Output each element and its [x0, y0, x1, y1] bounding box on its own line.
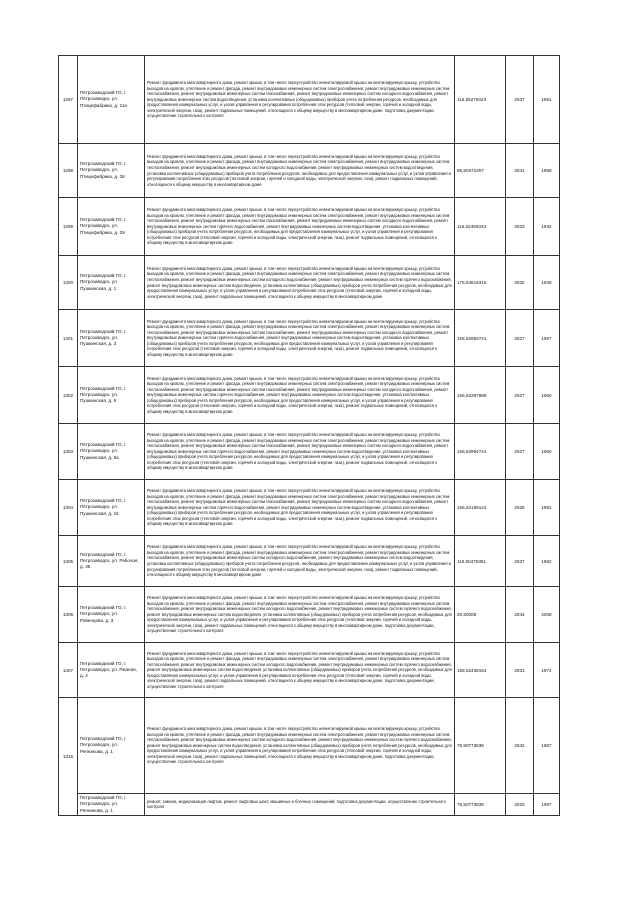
repair-works: Ремонт фундамента многоквартирного дома, ремонт крыши, в том числе переустройство невентилируемой крыши на вентилируемую крышу, устройство выходов на кровлю, утепление и ремонт фасада, ремонт внутридомовых инженерных систем электроснабжения, ремонт внутридомовых инженерных систем теплоснабжения, ремонт внутридомовых инженерных систем газоснабжения, ремонт внутридомовых инженерных систем холодного водоснабжения, ремонт внутридомовых инженерных систем горячего водоснабжения, ремонт внутридомовых инженерных систем водоотведения, установка коллективных (общедомовых) приборов учета потребления ресурсов, необходимых для предоставления коммунальных услуг, и узлов управления и регулирования потребления этих ресурсов (тепловой энергии, горячей и холодной воды, электрической энергии, газа), ремонт подвальных помещений, относящихся к общему имуществу в многоквартирном доме — [145, 198, 455, 256]
table-row — [59, 480, 560, 536]
table-row — [59, 536, 560, 587]
repair-works: Ремонт фундамента многоквартирного дома, ремонт крыши, в том числе переустройство невентилируемой крыши на вентилируемую крышу, устройство выходов на кровлю, утепление и ремонт фасада, ремонт внутридомовых инженерных систем электроснабжения, ремонт внутридомовых инженерных систем теплоснабжения, ремонт внутридомовых инженерных систем холодного водоснабжения, ремонт внутридомовых инженерных систем горячего водоснабжения, ремонт внутридомовых инженерных систем водоотведения, установка коллективных (общедомовых) приборов учета потребления ресурсов, необходимых для предоставления коммунальных услуг, и узлов управления и регулирования потребления этих ресурсов (тепловой энергии, горячей и холодной воды, электрической энергии, газа), ремонт подвальных помещений, относящихся к общему имуществу в многоквартирном доме, подготовка документации, осуществление строительного контроля — [145, 587, 455, 643]
building-address: Петрозаводский ГО, г. Петрозаводск, ул. Пушкинская, д. 5 — [78, 367, 145, 424]
table-row — [59, 424, 560, 480]
value-cell: 115,55279323 — [455, 56, 506, 144]
repair-works: ремонт, замена, модернизация лифтов, ремонт лифтовых шахт, машинных и блочных помещений, подготовка документации, осуществление строительного контроля — [145, 794, 455, 816]
built-year: 1960 — [534, 367, 560, 424]
table-row — [59, 256, 560, 310]
planned-year: 2032 — [506, 256, 534, 310]
building-address: Петрозаводский ГО, г. Петрозаводск, ул. Птицефабрика, д. 39 — [78, 198, 145, 256]
built-year: 1968 — [534, 144, 560, 198]
row-number: 1298 — [59, 144, 78, 198]
built-year: 1962 — [534, 536, 560, 587]
table-row — [59, 643, 560, 698]
planned-year: 2027 — [506, 367, 534, 424]
built-year: 1952 — [534, 480, 560, 536]
row-number: 1300 — [59, 256, 78, 310]
built-year: 1987 — [534, 794, 560, 816]
building-address: Петрозаводский ГО, г. Петрозаводск, ул. Пушкинская, д. 1 — [78, 256, 145, 310]
document-sheet — [58, 55, 560, 816]
planned-year: 2031 — [506, 643, 534, 698]
table-row — [59, 144, 560, 198]
planned-year: 2044 — [506, 587, 534, 643]
value-cell: 175,54816315 — [455, 256, 506, 310]
row-number: 1307 — [59, 643, 78, 698]
value-cell: 20,60008 — [455, 587, 506, 643]
repair-works: Ремонт фундамента многоквартирного дома, ремонт крыши, в том числе переустройство невентилируемой крыши на вентилируемую крышу, устройство выходов на кровлю, утепление и ремонт фасада, ремонт внутридомовых инженерных систем электроснабжения, ремонт внутридомовых инженерных систем теплоснабжения, ремонт внутридомовых инженерных систем газоснабжения, ремонт внутридомовых инженерных систем холодного водоснабжения, ремонт внутридомовых инженерных систем горячего водоснабжения, ремонт внутридомовых инженерных систем водоотведения, установка коллективных (общедомовых) приборов учета потребления ресурсов, необходимых для предоставления коммунальных услуг, и узлов управления и регулирования потребления этих ресурсов (тепловой энергии, горячей и холодной воды, электрической энергии, газа), ремонт подвальных помещений, относящихся к общему имуществу в многоквартирном доме — [145, 367, 455, 424]
planned-year: 2041 — [506, 144, 534, 198]
planned-year: 2026 — [506, 480, 534, 536]
value-cell: 155,52297888 — [455, 367, 506, 424]
value-cell: 155,52993741 — [455, 310, 506, 367]
built-year: 1960 — [534, 424, 560, 480]
value-cell: 155,52199124 — [455, 480, 506, 536]
built-year: 2008 — [534, 587, 560, 643]
value-cell: 115,02458343 — [455, 198, 506, 256]
repair-works: Ремонт фундамента многоквартирного дома, ремонт крыши, в том числе переустройство невентилируемой крыши на вентилируемую крышу, устройство выходов на кровлю, утепление и ремонт фасада, ремонт внутридомовых инженерных систем электроснабжения, ремонт внутридомовых инженерных систем теплоснабжения, ремонт внутридомовых инженерных систем холодного водоснабжения, ремонт внутридомовых инженерных систем водоотведения, установка коллективных (общедомовых) приборов учета потребления ресурсов, необходимых для предоставления коммунальных услуг, и узлов управления и регулирования потребления этих ресурсов (тепловой энергии, горячей и холодной воды, электрической энергии, газа), ремонт подвальных помещений, относящихся к общему имуществу в многоквартирном доме — [145, 536, 455, 587]
table-row — [59, 56, 560, 144]
value-cell: 155,52994741 — [455, 424, 506, 480]
repair-works: Ремонт фундамента многоквартирного дома, ремонт крыши, в том числе переустройство невентилируемой крыши на вентилируемую крышу, устройство выходов на кровлю, утепление и ремонт фасада, ремонт внутридомовых инженерных систем электроснабжения, ремонт внутридомовых инженерных систем теплоснабжения, ремонт внутридомовых инженерных систем холодного водоснабжения, ремонт внутридомовых инженерных систем горячего водоснабжения, ремонт внутридомовых инженерных систем водоотведения, установка коллективных (общедомовых) приборов учета потребления ресурсов, необходимых для предоставления коммунальных услуг, и узлов управления и регулирования потребления этих ресурсов (тепловой энергии, горячей и холодной воды, электрической энергии, газа), ремонт подвальных помещений, относящихся к общему имуществу в многоквартирном доме, подготовка документации, осуществление строительного контроля — [145, 643, 455, 698]
repair-works: Ремонт фундамента многоквартирного дома, ремонт крыши, в том числе переустройство невентилируемой крыши на вентилируемую крышу, устройство выходов на кровлю, утепление и ремонт фасада, ремонт внутридомовых инженерных систем электроснабжения, ремонт внутридомовых инженерных систем теплоснабжения, ремонт внутридомовых инженерных систем газоснабжения, ремонт внутридомовых инженерных систем холодного водоснабжения, ремонт внутридомовых инженерных систем горячего водоснабжения, ремонт внутридомовых инженерных систем водоотведения, установка коллективных (общедомовых) приборов учета потребления ресурсов, необходимых для предоставления коммунальных услуг, и узлов управления и регулирования потребления этих ресурсов (тепловой энергии, горячей и холодной воды, электрической энергии, газа), ремонт подвальных помещений, относящихся к общему имуществу в многоквартирном доме — [145, 424, 455, 480]
row-number: 1299 — [59, 198, 78, 256]
table-row — [59, 367, 560, 424]
planned-year: 2023 — [506, 794, 534, 816]
building-address: Петрозаводский ГО, г. Петрозаводск, ул. Репникова, д. 1 — [78, 698, 145, 794]
repair-works: Ремонт фундамента многоквартирного дома, ремонт крыши, в том числе переустройство невентилируемой крыши на вентилируемую крышу, устройство выходов на кровлю, утепление и ремонт фасада, ремонт внутридомовых инженерных систем электроснабжения, ремонт внутридомовых инженерных систем теплоснабжения, ремонт внутридомовых инженерных систем газоснабжения, ремонт внутридомовых инженерных систем холодного водоснабжения, ремонт внутридомовых инженерных систем горячего водоснабжения, ремонт внутридомовых инженерных систем водоотведения, установка коллективных (общедомовых) приборов учета потребления ресурсов, необходимых для предоставления коммунальных услуг, и узлов управления и регулирования потребления этих ресурсов (тепловой энергии, горячей и холодной воды, электрической энергии, газа), ремонт подвальных помещений, относящихся к общему имуществу в многоквартирном доме — [145, 480, 455, 536]
built-year: 1932 — [534, 198, 560, 256]
value-cell: 95,50372307 — [455, 144, 506, 198]
repair-works: Ремонт фундамента многоквартирного дома, ремонт крыши, в том числе переустройство невентилируемой крыши на вентилируемую крышу, устройство выходов на кровлю, утепление и ремонт фасада, ремонт внутридомовых инженерных систем электроснабжения, ремонт внутридомовых инженерных систем теплоснабжения, ремонт внутридомовых инженерных систем холодного водоснабжения, ремонт внутридомовых инженерных систем водоотведения, установка коллективных (общедомовых) приборов учета потребления ресурсов, необходимых для предоставления коммунальных услуг, и узлов управления и регулирования потребления этих ресурсов (тепловой энергии, горячей и холодной воды, электрической энергии, газа), ремонт подвальных помещений, относящихся к общему имуществу в многоквартирном доме — [145, 144, 455, 198]
planned-year: 2027 — [506, 424, 534, 480]
building-address: Петрозаводский ГО, г. Петрозаводск, ул. Ржаная, д. 4 — [78, 643, 145, 698]
built-year: 1957 — [534, 310, 560, 367]
planned-year: 2037 — [506, 536, 534, 587]
value-cell: 75,50773636 — [455, 698, 506, 794]
building-address: Петрозаводский ГО, г. Петрозаводск, ул. Пушкинская, д. 3 — [78, 310, 145, 367]
building-address: Петрозаводский ГО, г. Петрозаводск, ул. Пушкинская, д. 5а — [78, 424, 145, 480]
planned-year: 2033 — [506, 198, 534, 256]
repair-works: Ремонт фундамента многоквартирного дома, ремонт крыши, в том числе переустройство невентилируемой крыши на вентилируемую крышу, устройство выходов на кровлю, утепление и ремонт фасада, ремонт внутридомовых инженерных систем электроснабжения, ремонт внутридомовых инженерных систем теплоснабжения, ремонт внутридомовых инженерных систем холодного водоснабжения, ремонт внутридомовых инженерных систем горячего водоснабжения, ремонт внутридомовых инженерных систем водоотведения, установка коллективных (общедомовых) приборов учета потребления ресурсов, необходимых для предоставления коммунальных услуг, и узлов управления и регулирования потребления этих ресурсов (тепловой энергии, горячей и холодной воды, электрической энергии, газа), ремонт подвальных помещений, относящихся к общему имуществу в многоквартирном доме — [145, 256, 455, 310]
row-number: 1303 — [59, 424, 78, 480]
value-cell: 155,52438164 — [455, 643, 506, 698]
built-year: 1948 — [534, 256, 560, 310]
planned-year: 2042 — [506, 698, 534, 794]
row-number: 1305 — [59, 536, 78, 587]
capital-repair-table — [58, 55, 560, 816]
value-cell: 75,50773636 — [455, 794, 506, 816]
planned-year: 2037 — [506, 56, 534, 144]
table-row — [59, 794, 560, 816]
planned-year: 2027 — [506, 310, 534, 367]
value-cell: 115,50478381 — [455, 536, 506, 587]
built-year: 1974 — [534, 643, 560, 698]
table-row — [59, 198, 560, 256]
row-number: 1297 — [59, 56, 78, 144]
repair-works: Ремонт фундамента многоквартирного дома, ремонт крыши, в том числе переустройство невентилируемой крыши на вентилируемую крышу, устройство выходов на кровлю, утепление и ремонт фасада, ремонт внутридомовых инженерных систем электроснабжения, ремонт внутридомовых инженерных систем теплоснабжения, ремонт внутридомовых инженерных систем газоснабжения, ремонт внутридомовых инженерных систем холодного водоснабжения, ремонт внутридомовых инженерных систем горячего водоснабжения, ремонт внутридомовых инженерных систем водоотведения, установка коллективных (общедомовых) приборов учета потребления ресурсов, необходимых для предоставления коммунальных услуг, и узлов управления и регулирования потребления этих ресурсов (тепловой энергии, горячей и холодной воды, электрической энергии, газа), ремонт подвальных помещений, относящихся к общему имуществу в многоквартирном доме — [145, 310, 455, 367]
building-address: Петрозаводский ГО, г. Петрозаводск, ул. Птицефабрика, д. 11а — [78, 56, 145, 144]
building-address: Петрозаводский ГО, г. Петрозаводск, ул. Ровенцева, д. 3 — [78, 587, 145, 643]
repair-works: Ремонт фундамента многоквартирного дома, ремонт крыши, в том числе переустройство невентилируемой крыши на вентилируемую крышу, устройство выходов на кровлю, утепление и ремонт фасада, ремонт внутридомовых инженерных систем электроснабжения, ремонт внутридомовых инженерных систем теплоснабжения, ремонт внутридомовых инженерных систем газоснабжения, ремонт внутридомовых инженерных систем холодного водоснабжения, ремонт внутридомовых инженерных систем водоотведения, установка коллективных (общедомовых) приборов учета потребления ресурсов, необходимых для предоставления коммунальных услуг, и узлов управления и регулирования потребления этих ресурсов (тепловой энергии, горячей и холодной воды, электрической энергии, газа), ремонт подвальных помещений, относящихся к общему имуществу в многоквартирном доме, подготовка документации, осуществление строительного контроля — [145, 56, 455, 144]
table-row — [59, 310, 560, 367]
building-address: Петрозаводский ГО, г. Петрозаводск, ул. Птицефабрика, д. 38 — [78, 144, 145, 198]
table-row — [59, 698, 560, 794]
building-address: Петрозаводский ГО, г. Петрозаводск, ул. Рабочая, д. 35 — [78, 536, 145, 587]
building-address: Петрозаводский ГО, г. Петрозаводск, ул. Репникова, д. 1 — [78, 794, 145, 816]
table-row — [59, 587, 560, 643]
row-number: 1301 — [59, 310, 78, 367]
row-number: 1302 — [59, 367, 78, 424]
row-number: 1304 — [59, 480, 78, 536]
repair-works: Ремонт фундамента многоквартирного дома, ремонт крыши, в том числе переустройство невентилируемой крыши на вентилируемую крышу, устройство выходов на кровлю, утепление и ремонт фасада, ремонт внутридомовых инженерных систем электроснабжения, ремонт внутридомовых инженерных систем теплоснабжения, ремонт внутридомовых инженерных систем холодного водоснабжения, ремонт внутридомовых инженерных систем горячего водоснабжения, ремонт внутридомовых инженерных систем водоотведения, установка коллективных (общедомовых) приборов учета потребления ресурсов, необходимых для предоставления коммунальных услуг, и узлов управления и регулирования потребления этих ресурсов (тепловой энергии, горячей и холодной воды, электрической энергии, газа), ремонт подвальных помещений, относящихся к общему имуществу в многоквартирном доме, подготовка документации, осуществление строительного контроля — [145, 698, 455, 794]
building-address: Петрозаводский ГО, г. Петрозаводск, ул. Пушкинская, д. 15 — [78, 480, 145, 536]
built-year: 1961 — [534, 56, 560, 144]
row-number: 1306 — [59, 587, 78, 643]
row-number: 1316 — [59, 698, 78, 816]
built-year: 1987 — [534, 698, 560, 794]
